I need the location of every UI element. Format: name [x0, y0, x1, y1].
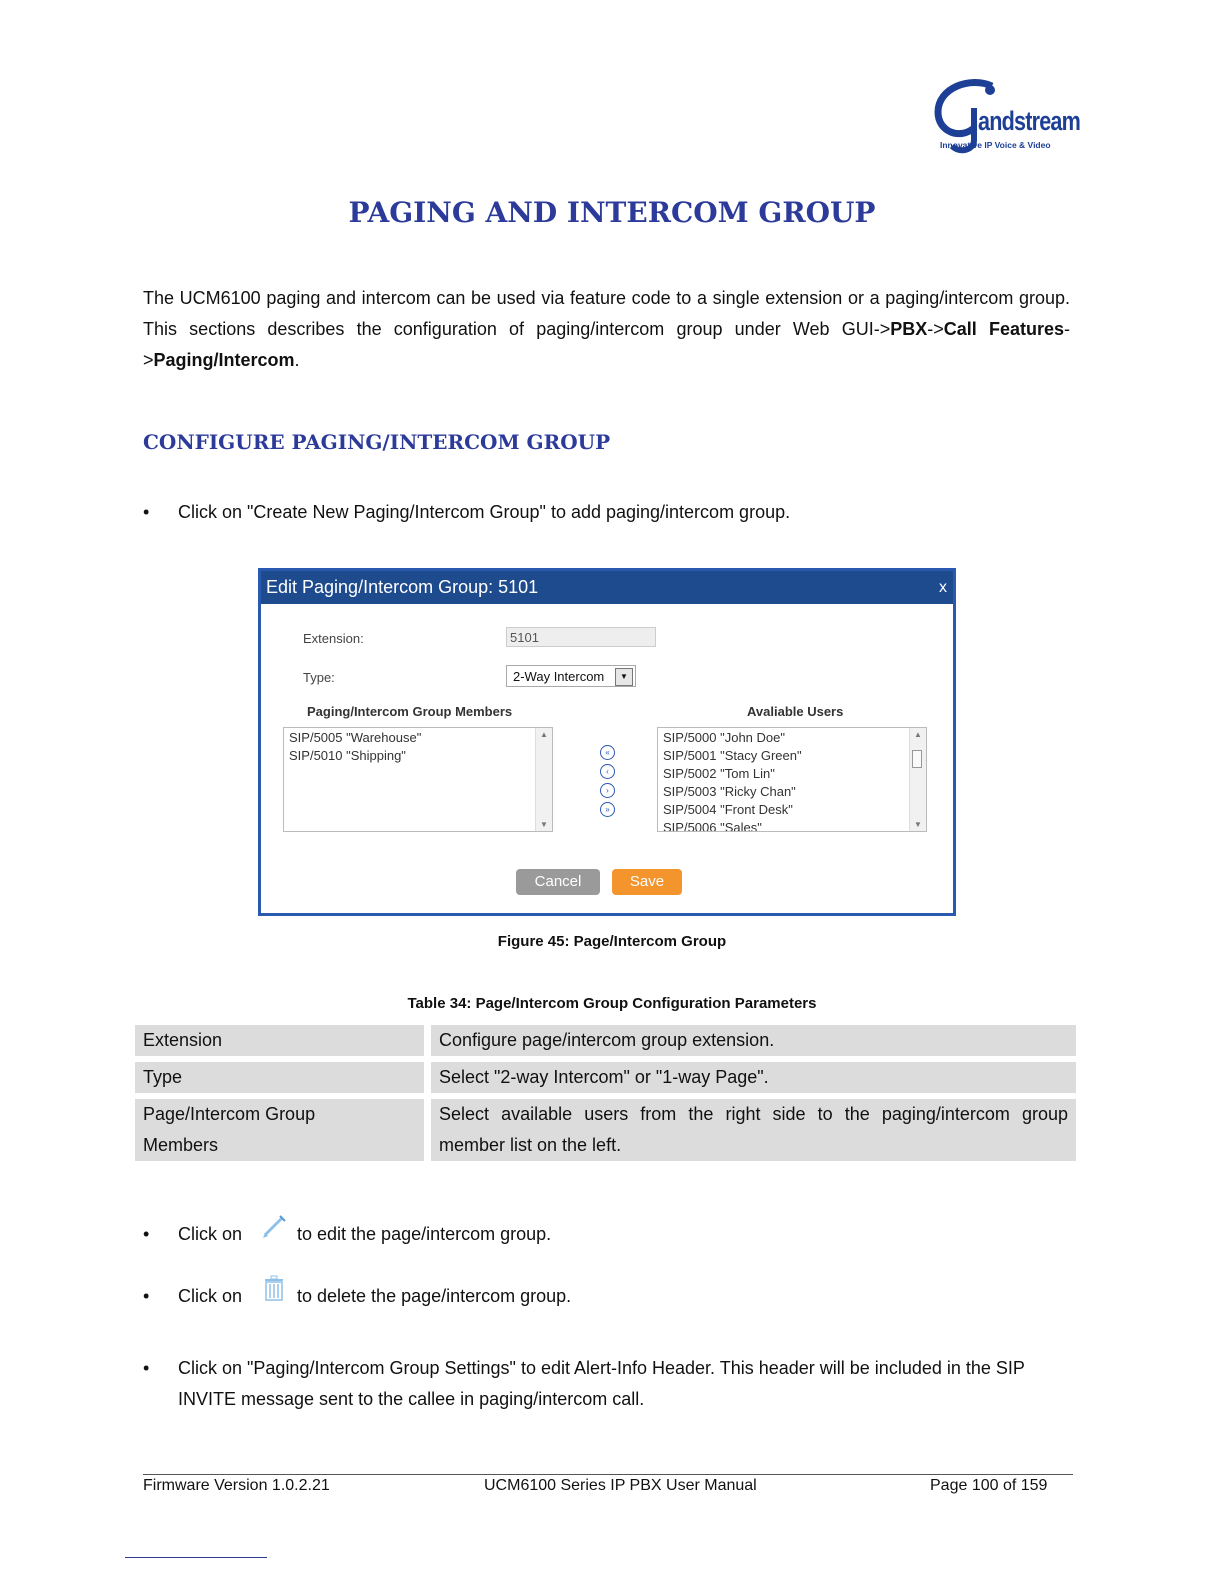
list-item[interactable]: SIP/5001 "Stacy Green" — [663, 748, 802, 763]
bullet-edit-post: to edit the page/intercom group. — [297, 1224, 552, 1244]
table-caption: Table 34: Page/Intercom Group Configuration Parameters — [407, 995, 817, 1012]
scroll-up-icon[interactable]: ▲ — [914, 730, 922, 739]
list-item[interactable]: SIP/5003 "Ricky Chan" — [663, 784, 796, 799]
footer-divider — [143, 1474, 1073, 1475]
bullet-settings-text: Click on "Paging/Intercom Group Settings" to edit Alert-Info Header. This header will be included in the SIP INVITE message sent to the callee in paging/intercom call. — [178, 1358, 1025, 1409]
trash-icon — [262, 1275, 286, 1303]
extension-input[interactable]: 5101 — [506, 627, 656, 647]
bullet-create-text: Click on "Create New Paging/Intercom Group" to add paging/intercom group. — [178, 502, 791, 522]
table-cell-param: Extension — [135, 1025, 424, 1056]
type-select-value: 2-Way Intercom — [513, 669, 605, 684]
list-item[interactable]: SIP/5002 "Tom Lin" — [663, 766, 775, 781]
members-heading: Paging/Intercom Group Members — [307, 704, 513, 719]
table-cell-param: Type — [135, 1062, 424, 1093]
available-scrollbar[interactable] — [909, 728, 926, 831]
footer-firmware: Firmware Version 1.0.2.21 — [143, 1477, 330, 1494]
close-button[interactable]: x — [939, 579, 947, 596]
extension-label: Extension: — [303, 631, 364, 646]
grandstream-logo — [930, 78, 1081, 156]
list-item[interactable]: SIP/5000 "John Doe" — [663, 730, 785, 745]
logo-wordmark: andstream — [978, 106, 1081, 136]
footer-page-number: Page 100 of 159 — [930, 1477, 1048, 1494]
table-cell-param: Page/Intercom Group Members — [135, 1099, 424, 1161]
dialog-title: Edit Paging/Intercom Group: 5101 — [266, 577, 539, 597]
pencil-icon — [260, 1213, 288, 1241]
members-scrollbar[interactable] — [535, 728, 552, 831]
list-item[interactable]: SIP/5005 "Warehouse" — [289, 730, 422, 745]
list-item[interactable]: SIP/5010 "Shipping" — [289, 748, 406, 763]
scroll-up-icon[interactable]: ▲ — [540, 730, 548, 739]
figure-caption: Figure 45: Page/Intercom Group — [497, 933, 727, 950]
move-all-right-icon[interactable]: » — [600, 802, 615, 817]
available-heading: Avaliable Users — [747, 704, 844, 719]
scroll-down-icon[interactable]: ▼ — [540, 820, 548, 829]
list-item[interactable]: SIP/5006 "Sales" — [663, 820, 762, 832]
page-title: PAGING AND INTERCOM GROUP — [348, 196, 876, 229]
type-label: Type: — [303, 670, 335, 685]
cancel-button[interactable]: Cancel — [516, 869, 600, 895]
move-all-left-icon[interactable]: « — [600, 745, 615, 760]
table-cell-desc: Select available users from the right side to the paging/intercom group member list on the left. — [431, 1099, 1076, 1161]
save-button[interactable]: Save — [612, 869, 682, 895]
available-list[interactable] — [657, 727, 927, 832]
move-right-icon[interactable]: › — [600, 783, 615, 798]
bullet-delete-post: to delete the page/intercom group. — [297, 1286, 572, 1306]
edit-group-dialog — [258, 568, 956, 916]
table-cell-desc: Configure page/intercom group extension. — [431, 1025, 1076, 1056]
chevron-down-icon[interactable]: ▼ — [615, 668, 633, 686]
table-cell-desc: Select "2-way Intercom" or "1-way Page". — [431, 1062, 1076, 1093]
footer-manual-title: UCM6100 Series IP PBX User Manual — [484, 1477, 757, 1494]
bullet-edit-pre: Click on — [178, 1224, 243, 1244]
bullet-delete-pre: Click on — [178, 1286, 243, 1306]
bottom-rule — [125, 1557, 267, 1558]
intro-paragraph: The UCM6100 paging and intercom can be used via feature code to a single extension or a paging/intercom group. This sections describes the configuration of paging/intercom group under Web GUI->PBX->Call Features->Paging/Intercom. — [143, 288, 1070, 370]
logo-tagline: Innovative IP Voice & Video — [940, 140, 1051, 150]
list-item[interactable]: SIP/5004 "Front Desk" — [663, 802, 793, 817]
scroll-thumb[interactable] — [912, 750, 922, 768]
members-list[interactable] — [283, 727, 553, 832]
type-select[interactable] — [506, 665, 636, 687]
scroll-down-icon[interactable]: ▼ — [914, 820, 922, 829]
dialog-header — [261, 571, 953, 604]
move-left-icon[interactable]: ‹ — [600, 764, 615, 779]
section-heading: CONFIGURE PAGING/INTERCOM GROUP — [143, 430, 611, 454]
